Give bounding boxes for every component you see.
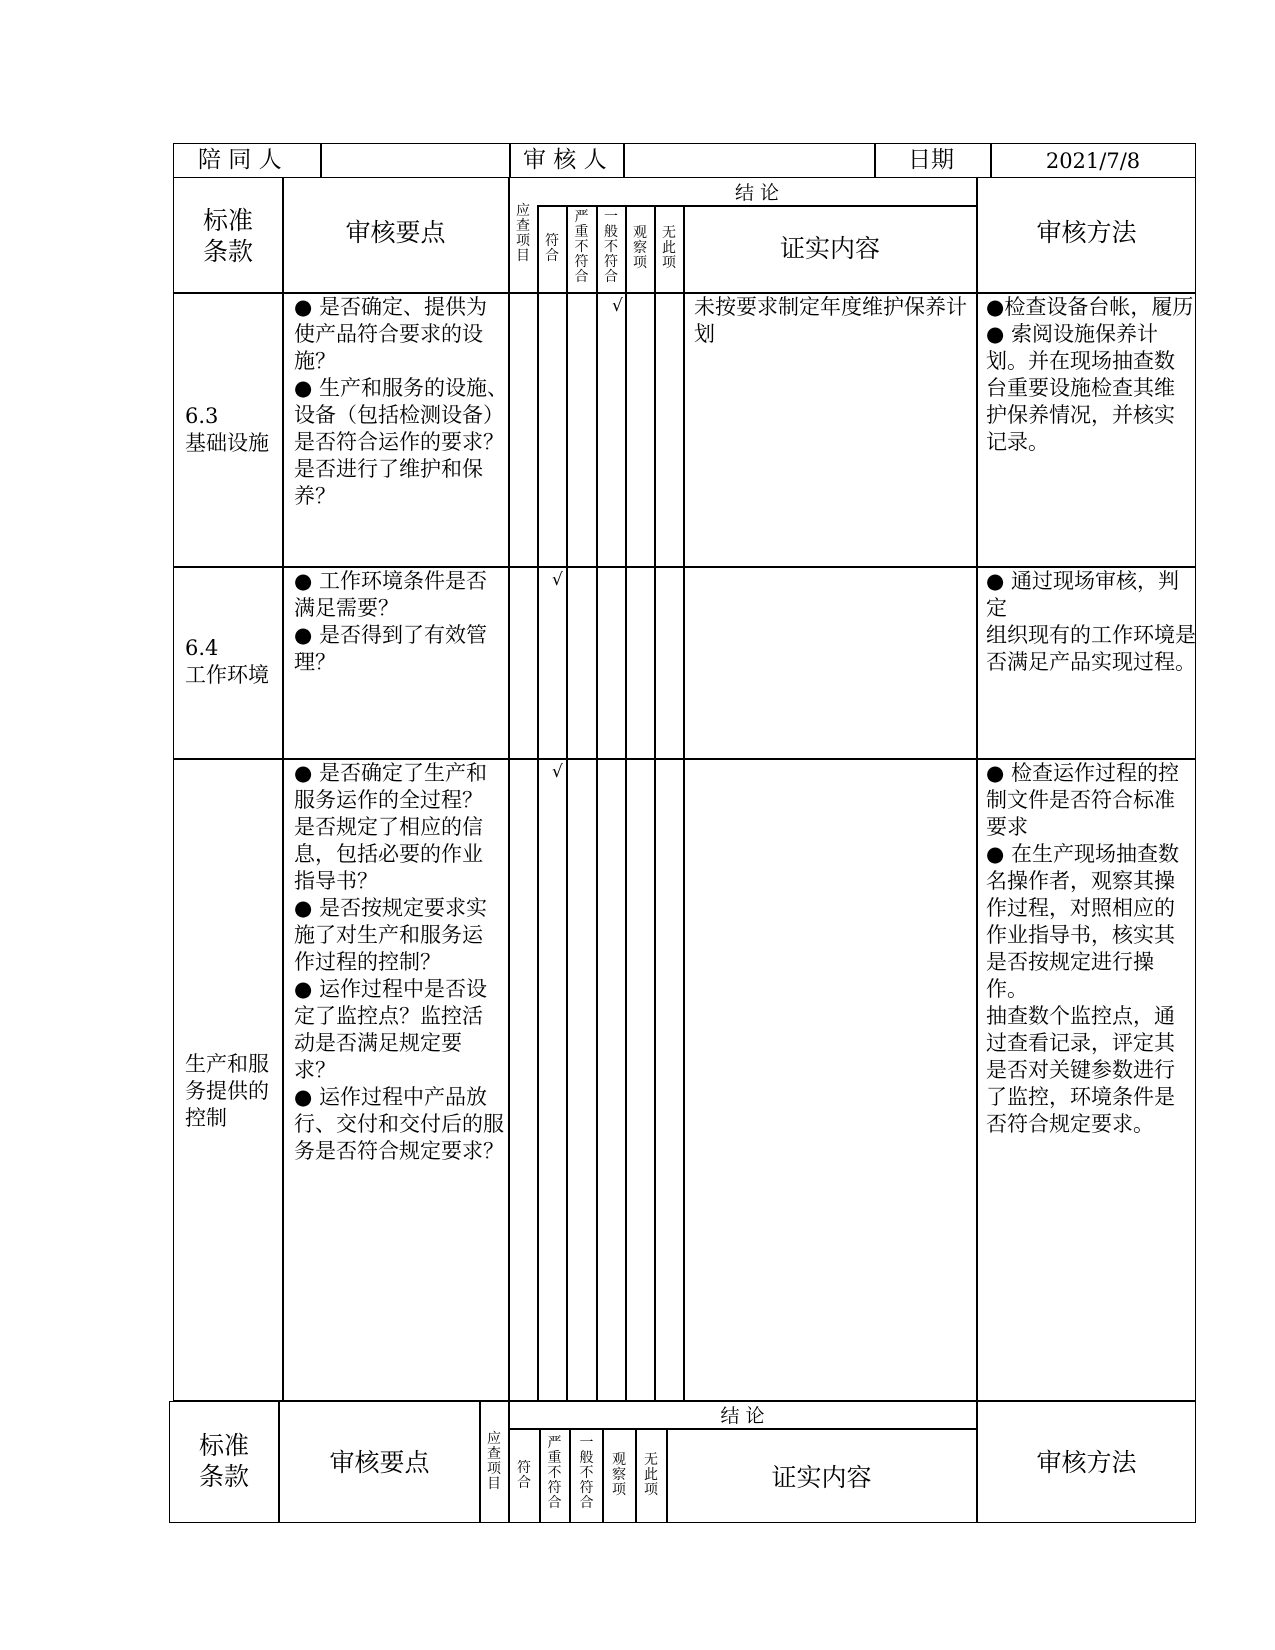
footer-col-should-check-header: 应 查 项 目 <box>487 1431 501 1492</box>
row-clause: 6.3 基础设施 <box>185 404 269 455</box>
row-key-points: ● 工作环境条件是否 满足需要？ ● 是否得到了有效管 理？ <box>294 569 487 674</box>
footer-col-conclusion-header: 结 论 <box>720 1405 765 1427</box>
row-key-points: ● 是否确定、提供为 使产品符合要求的设 施？ ● 生产和服务的设施、 设备（包括检测设备） 是否符合运作的要求？ 是否进行了维护和保 养？ <box>294 295 508 508</box>
col-conclusion-header: 结 论 <box>734 182 780 204</box>
footer-col-method-header: 审核方法 <box>1036 1448 1137 1477</box>
auditor-label: 审 核 人 <box>523 147 607 173</box>
row-clause: 6.4 工作环境 <box>185 636 269 687</box>
col-key-points-header: 审核要点 <box>345 218 446 247</box>
row-method: ● 检查运作过程的控 制文件是否符合标准 要求 ● 在生产现场抽查数 名操作者，观察其操 作过程，对照相应的 作业指导书，核实其 是否按规定进行操 作。 抽查数个监控点，通 过查看记录，评定其 是否对关键参数进行 了监控，环境条件是 否符合规定要求。 <box>986 761 1179 1136</box>
col-conform-header: 符 合 <box>545 233 559 264</box>
footer-col-observation-header: 观 察 项 <box>612 1452 626 1498</box>
accompanier-label: 陪 同 人 <box>198 147 282 173</box>
footer-col-general-nc-header: 一 般 不 符 合 <box>579 1435 594 1511</box>
row-key-points: ● 是否确定了生产和 服务运作的全过程？ 是否规定了相应的信 息，包括必要的作业 指导书？ ● 是否按规定要求实 施了对生产和服务运 作过程的控制？ ● 运作过程中是否设 定了监控点？监控活 动是否满足规定要 求？ ● 运作过程中产品放 行、交付和交付后的服 务是否符合规定要求？ <box>294 761 504 1163</box>
check-mark: √ <box>552 570 563 590</box>
date-label: 日期 <box>908 147 954 173</box>
col-serious-nc-header: 严 重 不 符 合 <box>574 209 589 285</box>
row-method: ●检查设备台帐，履历 ● 索阅设施保养计 划。并在现场抽查数 台重要设施检查其维 护保养情况，并核实 记录。 <box>986 295 1194 454</box>
footer-col-not-applicable-header: 无 此 项 <box>644 1452 658 1498</box>
col-should-check-header: 应 查 项 目 <box>516 203 530 264</box>
footer-col-evidence-header: 证实内容 <box>771 1463 872 1492</box>
date-value[interactable]: 2021/7/8 <box>1045 149 1141 173</box>
check-mark: √ <box>612 296 623 316</box>
check-mark: √ <box>552 762 563 782</box>
col-general-nc-header: 一 般 不 符 合 <box>604 209 618 285</box>
row-clause: 生产和服 务提供的 控制 <box>185 1052 269 1130</box>
footer-col-conform-header: 符 合 <box>517 1460 531 1491</box>
col-not-applicable-header: 无 此 项 <box>662 225 676 271</box>
col-observation-header: 观 察 项 <box>633 225 647 271</box>
row-method: ● 通过现场审核，判定 组织现有的工作环境是 否满足产品实现过程。 <box>986 569 1196 674</box>
row-evidence[interactable]: 未按要求制定年度维护保养计 划 <box>694 295 967 346</box>
col-method-header: 审核方法 <box>1036 218 1137 247</box>
col-evidence-header: 证实内容 <box>779 234 880 263</box>
footer-col-key-points-header: 审核要点 <box>329 1448 430 1477</box>
footer-col-clause-header: 标准 条款 <box>198 1431 249 1491</box>
col-clause-header: 标准 条款 <box>202 206 253 266</box>
footer-col-serious-nc-header: 严 重 不 符 合 <box>547 1435 562 1511</box>
